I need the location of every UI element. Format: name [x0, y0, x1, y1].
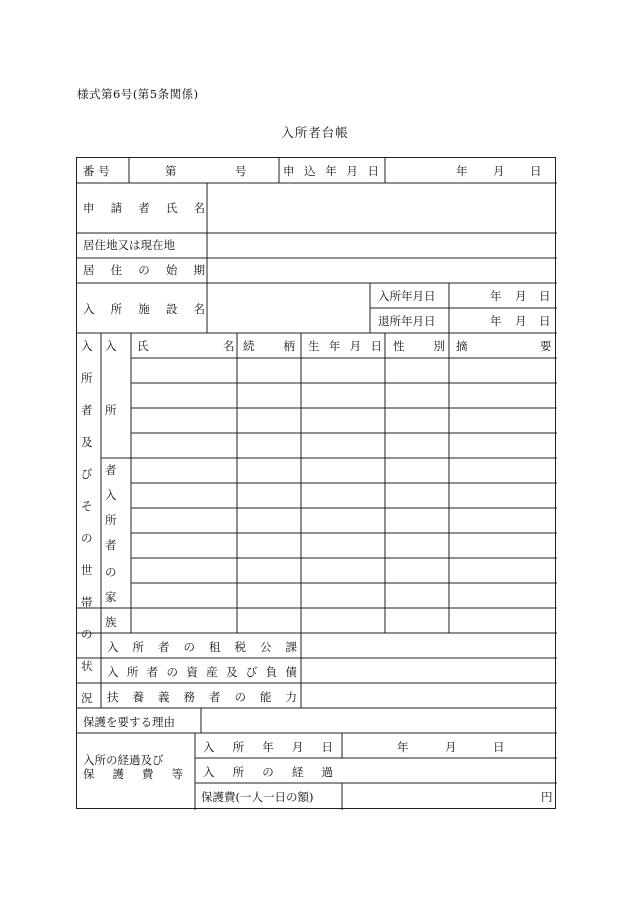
vchar: 所 — [81, 371, 93, 385]
header-mei: 名 — [223, 339, 235, 353]
form-number: 様式第6号(第5条関係) — [77, 87, 199, 101]
number-label: 番 号 — [83, 164, 110, 178]
admission-date-label: 入所年月日 — [378, 289, 436, 303]
admission-ymd-label: 入 所 年 月 日 — [203, 740, 333, 754]
family-sub-6: 族 — [105, 615, 117, 629]
admission-process-label: 入 所 の 経 過 — [203, 765, 333, 779]
vchar: 帯 — [81, 595, 93, 609]
protection-cost-label: 保護費(一人一日の額) — [201, 790, 314, 804]
day-label: 日 — [530, 164, 542, 178]
vchar: そ — [81, 499, 93, 513]
process-day: 日 — [493, 740, 505, 754]
address-label: 居住地又は現在地 — [83, 238, 175, 252]
table-grid — [77, 158, 557, 810]
vchar: 入 — [81, 339, 93, 353]
admission-year: 年 — [490, 289, 502, 303]
yen-label: 円 — [541, 790, 553, 804]
application-date-label: 申 込 年 月 日 — [283, 164, 379, 178]
header-gender: 性 別 — [393, 339, 445, 353]
year-label: 年 — [456, 164, 468, 178]
vchar: 世 — [81, 563, 93, 577]
family-sub-5: 家 — [105, 590, 117, 604]
section-vertical-label — [78, 339, 98, 705]
tax-label: 入 所 者 の 租 税 公 課 — [107, 640, 297, 654]
vchar: 者 — [81, 403, 93, 417]
family-sub-3: 者 — [105, 538, 117, 552]
facility-name-label: 入 所 施 設 名 — [83, 302, 205, 316]
process-year: 年 — [397, 740, 409, 754]
vchar: 及 — [81, 435, 93, 449]
applicant-name-label: 申 請 者 氏 名 — [83, 201, 205, 215]
header-birthdate: 生 年 月 日 — [308, 339, 382, 353]
header-teki: 摘 — [456, 339, 468, 353]
family-sub-2: 所 — [105, 513, 117, 527]
discharge-day: 日 — [539, 314, 551, 328]
process-month: 月 — [445, 740, 457, 754]
page-title: 入所者台帳 — [281, 125, 349, 140]
admission-day: 日 — [539, 289, 551, 303]
vchar: の — [81, 531, 93, 545]
process-label-2: 保 護 費 等 — [83, 767, 183, 781]
header-you: 要 — [540, 339, 552, 353]
header-shi: 氏 — [137, 339, 149, 353]
assets-label: 入 所 者 の 資 産 及 び 負 債 — [107, 665, 297, 679]
resident-sub-2: 所 — [105, 403, 117, 417]
discharge-year: 年 — [490, 314, 502, 328]
family-sub-1: 入 — [105, 488, 117, 502]
vchar: の — [81, 627, 93, 641]
support-label: 扶 養 義 務 者 の 能 力 — [107, 690, 297, 704]
vchar: 状 — [81, 659, 93, 673]
vchar: 況 — [81, 691, 93, 705]
process-label-1: 入所の経過及び — [83, 753, 164, 767]
residence-start-label: 居 住 の 始 期 — [83, 263, 205, 277]
reason-label: 保護を要する理由 — [83, 715, 175, 729]
go-label: 号 — [235, 164, 247, 178]
family-sub-4: の — [105, 565, 117, 579]
admission-month: 月 — [515, 289, 527, 303]
resident-sub-3: 者 — [105, 463, 117, 477]
dai-label: 第 — [165, 164, 177, 178]
vchar: び — [81, 467, 93, 481]
header-relationship: 続 柄 — [243, 339, 295, 353]
discharge-month: 月 — [515, 314, 527, 328]
month-label: 月 — [493, 164, 505, 178]
resident-sub-1: 入 — [105, 339, 117, 353]
resident-register-table — [76, 157, 556, 809]
discharge-date-label: 退所年月日 — [378, 314, 436, 328]
